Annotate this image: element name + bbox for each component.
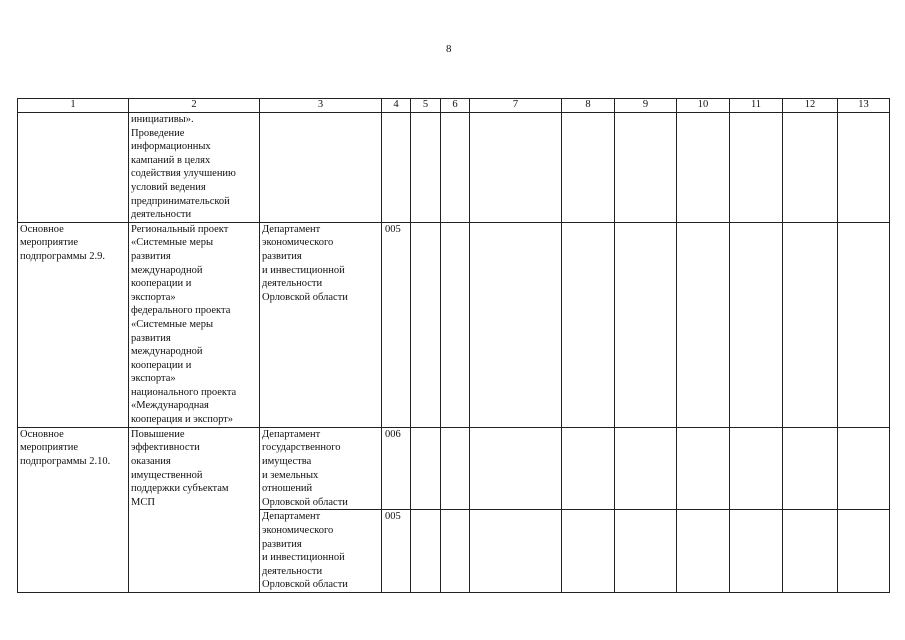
cell-code: 005	[382, 510, 411, 593]
column-header-2: 2	[129, 99, 260, 113]
table-row	[18, 222, 890, 427]
column-header-9: 9	[615, 99, 677, 113]
cell-executor: Департамент экономического развития и инвестиционной деятельности Орловской области	[260, 510, 382, 593]
cell-executor: Департамент экономического развития и инвестиционной деятельности Орловской области	[260, 222, 382, 427]
column-header-13: 13	[838, 99, 890, 113]
cell-description: Региональный проект «Системные меры развития международной кооперации и экспорта» федерального проекта «Системные меры развития международной кооперации и экспорта» национального проекта «Международная кооперация и экспорт»	[129, 222, 260, 427]
cell-code: 005	[382, 222, 411, 427]
page-number: 8	[446, 43, 452, 55]
column-header-6: 6	[441, 99, 470, 113]
program-table	[17, 98, 890, 593]
column-header-11: 11	[730, 99, 783, 113]
column-header-10: 10	[677, 99, 730, 113]
table-row	[18, 427, 890, 510]
column-header-4: 4	[382, 99, 411, 113]
cell-executor: Департамент государственного имущества и земельных отношений Орловской области	[260, 427, 382, 510]
column-header-5: 5	[411, 99, 441, 113]
cell-event	[18, 113, 129, 223]
header-row	[18, 99, 890, 113]
column-header-12: 12	[783, 99, 838, 113]
column-header-8: 8	[562, 99, 615, 113]
column-header-1: 1	[18, 99, 129, 113]
cell-event: Основное мероприятие подпрограммы 2.10.	[18, 427, 129, 592]
cell-code	[382, 113, 411, 223]
cell-code: 006	[382, 427, 411, 510]
cell-description: Повышение эффективности оказания имущественной поддержки субъектам МСП	[129, 427, 260, 592]
column-header-7: 7	[470, 99, 562, 113]
cell-event: Основное мероприятие подпрограммы 2.9.	[18, 222, 129, 427]
column-header-3: 3	[260, 99, 382, 113]
cell-executor	[260, 113, 382, 223]
table-row	[18, 113, 890, 223]
cell-description: инициативы». Проведение информационных кампаний в целях содействия улучшению условий ведения предпринимательской деятельности	[129, 113, 260, 223]
